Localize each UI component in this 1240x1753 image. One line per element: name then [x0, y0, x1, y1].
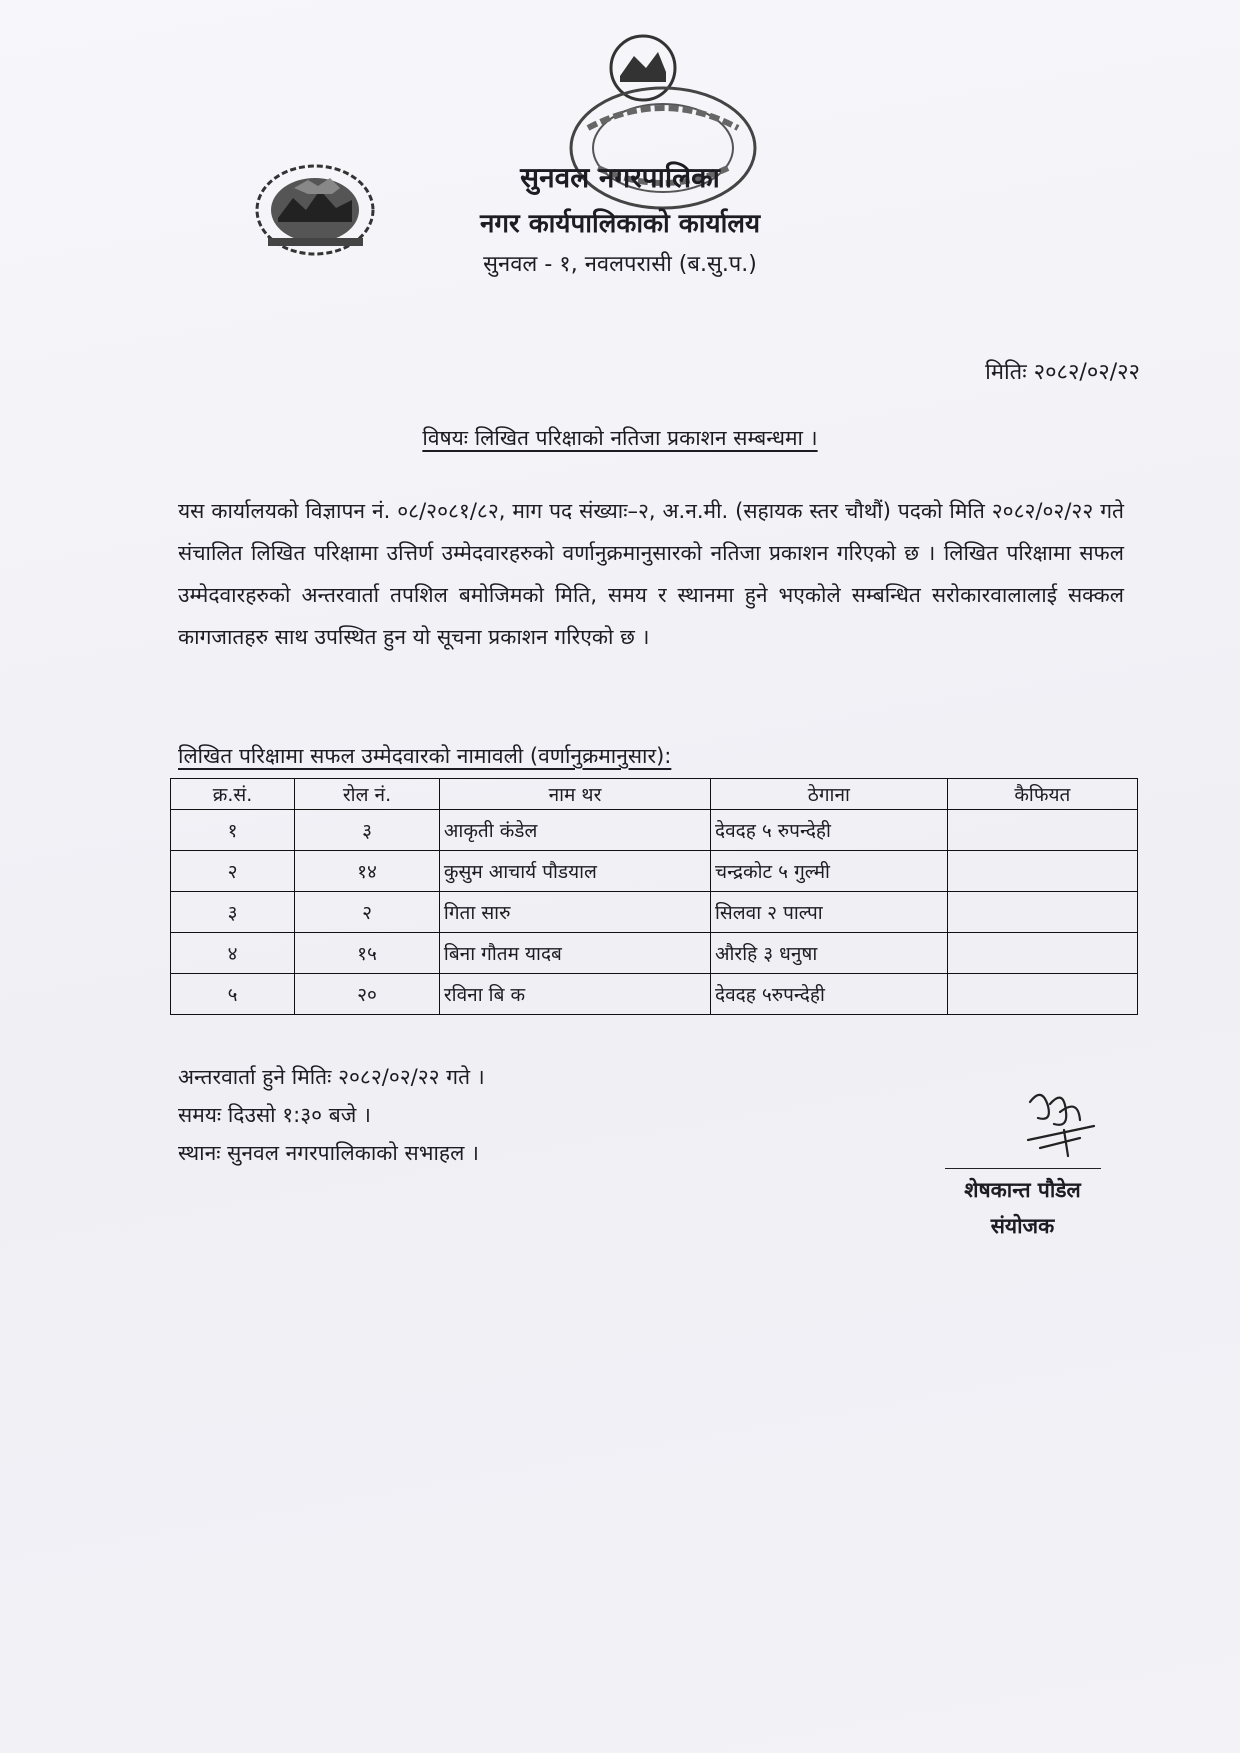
cell-remarks [947, 892, 1137, 933]
cell-roll: ३ [295, 810, 440, 851]
table-row [171, 810, 1138, 851]
cell-serial: ५ [171, 974, 295, 1015]
cell-name: आकृती कंडेल [439, 810, 710, 851]
table-row [171, 851, 1138, 892]
cell-name: कुसुम आचार्य पौडयाल [439, 851, 710, 892]
cell-serial: २ [171, 851, 295, 892]
table-caption: लिखित परिक्षामा सफल उम्मेदवारको नामावली (वर्णानुक्रमानुसार): [178, 744, 672, 768]
table-row [171, 974, 1138, 1015]
column-header-roll: रोल नं. [295, 779, 440, 810]
cell-roll: १५ [295, 933, 440, 974]
table-row [171, 892, 1138, 933]
table-header-row [171, 779, 1138, 810]
cell-roll: १४ [295, 851, 440, 892]
notice-body: यस कार्यालयको विज्ञापन नं. ०८/२०८१/८२, माग पद संख्याः–२, अ.न.मी. (सहायक स्तर चौथौं) पदको मिति २०८२/०२/२२ गते संचालित लिखित परिक्षामा उत्तिर्ण उम्मेदवारहरुको वर्णानुक्रमानुसारको नतिजा प्रकाशन गरिएको छ । लिखित परिक्षामा सफल उम्मेदवारहरुको अन्तरवार्ता तपशिल बमोजिमको मिति, समय र स्थानमा हुने भएकोले सम्बन्धित सरोकारवालालाई सक्कल कागजातहरु साथ उपस्थित हुन यो सूचना प्रकाशन गरिएको छ । [178, 499, 1124, 649]
results-table [170, 778, 1138, 1015]
cell-serial: ४ [171, 933, 295, 974]
interview-place: स्थानः सुनवल नगरपालिकाको सभाहल । [178, 1141, 479, 1165]
column-header-remarks: कैफियत [947, 779, 1137, 810]
cell-name: रविना बि क [439, 974, 710, 1015]
signature-line [945, 1168, 1101, 1169]
column-header-address: ठेगाना [711, 779, 948, 810]
office-name: नगर कार्यपालिकाको कार्यालय [479, 209, 761, 239]
cell-address: सिलवा २ पाल्पा [711, 892, 948, 933]
cell-address: चन्द्रकोट ५ गुल्मी [711, 851, 948, 892]
handwritten-signature-icon [1020, 1082, 1100, 1162]
cell-address: देवदह ५ रुपन्देही [711, 810, 948, 851]
office-address: सुनवल - १, नवलपरासी (ब.सु.प.) [483, 252, 757, 277]
interview-details [178, 1058, 485, 1172]
cell-address: औरहि ३ धनुषा [711, 933, 948, 974]
cell-serial: १ [171, 810, 295, 851]
signatory-title: संयोजक [990, 1214, 1055, 1238]
notice-date: मितिः २०८२/०२/२२ [985, 360, 1140, 385]
cell-roll: २० [295, 974, 440, 1015]
cell-name: गिता सारु [439, 892, 710, 933]
cell-roll: २ [295, 892, 440, 933]
column-header-serial: क्र.सं. [171, 779, 295, 810]
column-header-name: नाम थर [439, 779, 710, 810]
cell-address: देवदह ५रुपन्देही [711, 974, 948, 1015]
notice-subject: विषयः लिखित परिक्षाको नतिजा प्रकाशन सम्बन्धमा । [422, 426, 818, 450]
interview-date: अन्तरवार्ता हुने मितिः २०८२/०२/२२ गते । [178, 1065, 485, 1089]
cell-remarks [947, 810, 1137, 851]
table-row [171, 933, 1138, 974]
cell-name: बिना गौतम यादब [439, 933, 710, 974]
cell-remarks [947, 933, 1137, 974]
interview-time: समयः दिउसो १:३० बजे । [178, 1103, 371, 1127]
municipality-name: सुनवल नगरपालिका [520, 161, 720, 194]
signatory-name: शेषकान्त पौडेल [964, 1178, 1081, 1202]
cell-remarks [947, 974, 1137, 1015]
cell-serial: ३ [171, 892, 295, 933]
cell-remarks [947, 851, 1137, 892]
